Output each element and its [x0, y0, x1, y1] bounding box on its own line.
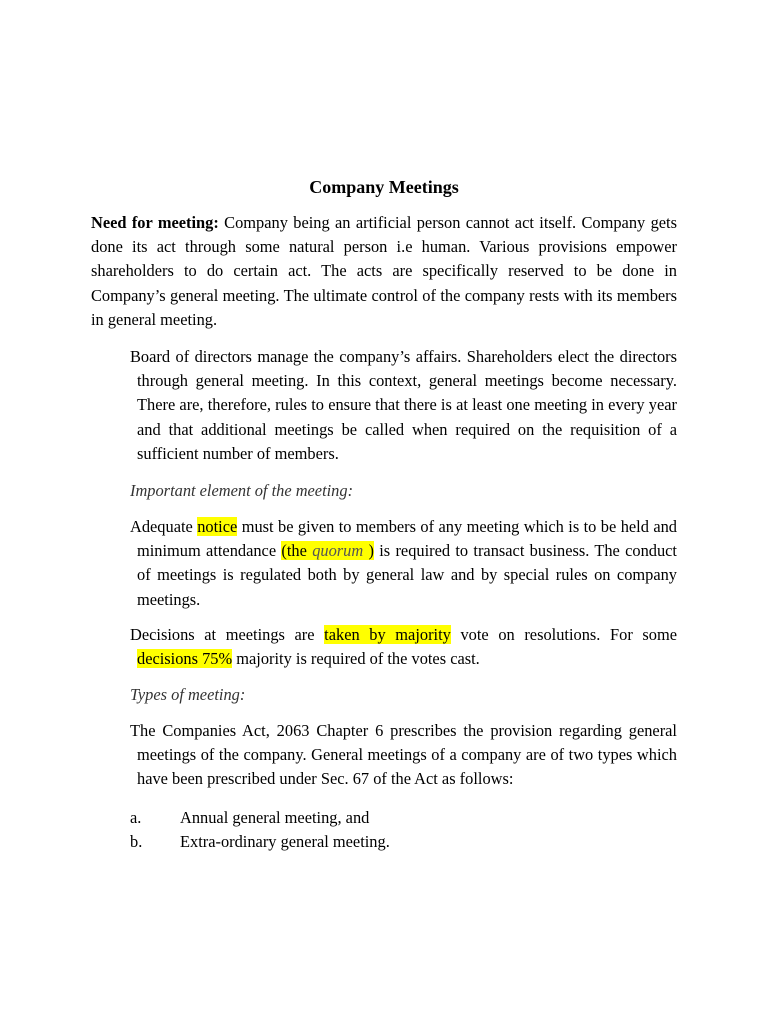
paragraph-text: Company being an artificial person cannot act itself. Company gets done its act through some natural person i.e human. Various provisions empower shareholders to do certain act. The acts are specifically reserved to be done in Company’s general meeting. The ultimate control of the company rests with its members in general meeting. — [91, 213, 677, 329]
text-run: (the — [281, 541, 313, 561]
paragraph-board-of-directors: Board of directors manage the company’s affairs. Shareholders elect the directors through general meeting. In this context, general meetings become necessary. There are, therefore, rules to ensure that there is at least one meeting in every year and that additional meetings be called when required on the requisition of a sufficient number of members. — [130, 347, 677, 463]
text-run: ) — [363, 541, 374, 561]
text-run: vote on resolutions. For some — [450, 625, 678, 644]
highlight-notice: notice — [197, 517, 238, 536]
text-run: majority is required of the votes cast. — [232, 649, 480, 669]
text-run: Decisions at meetings are — [130, 625, 325, 644]
paragraph-adequate-notice — [130, 515, 677, 612]
text-run: is required to transact business. The conduct of meetings is regulated both by general law and by special rules on company meetings. — [137, 541, 677, 609]
list-item — [130, 830, 677, 854]
highlight-majority: taken by majority — [324, 625, 451, 644]
paragraph-need-for-meeting — [91, 211, 677, 332]
paragraph-decisions — [130, 623, 677, 671]
list-marker: a. — [130, 808, 142, 827]
list-marker: b. — [130, 832, 143, 851]
highlight-decisions-75: decisions 75% — [137, 649, 233, 669]
text-run: must be given to members of any meeting which is to be held and minimum attendance — [137, 517, 678, 561]
list-item — [130, 806, 677, 830]
heading-important-element: Important element of the meeting: — [130, 481, 354, 500]
paragraph-lead: Need for meeting: — [91, 213, 219, 232]
list-item-text: Annual general meeting, and — [180, 808, 370, 827]
paragraph-companies-act: The Companies Act, 2063 Chapter 6 prescribes the provision regarding general meetings of the company. General meetings of a company are of two types which have been prescribed under Sec. 67 of the Act as follows: — [130, 721, 677, 789]
text-run: Adequate — [130, 517, 198, 536]
meeting-types-list — [130, 806, 677, 854]
quorum-term: quorum — [312, 541, 364, 561]
highlight-quorum — [281, 541, 374, 560]
list-item-text: Extra-ordinary general meeting. — [180, 832, 390, 851]
page-title: Company Meetings — [309, 177, 459, 197]
heading-types-of-meeting: Types of meeting: — [130, 685, 246, 704]
